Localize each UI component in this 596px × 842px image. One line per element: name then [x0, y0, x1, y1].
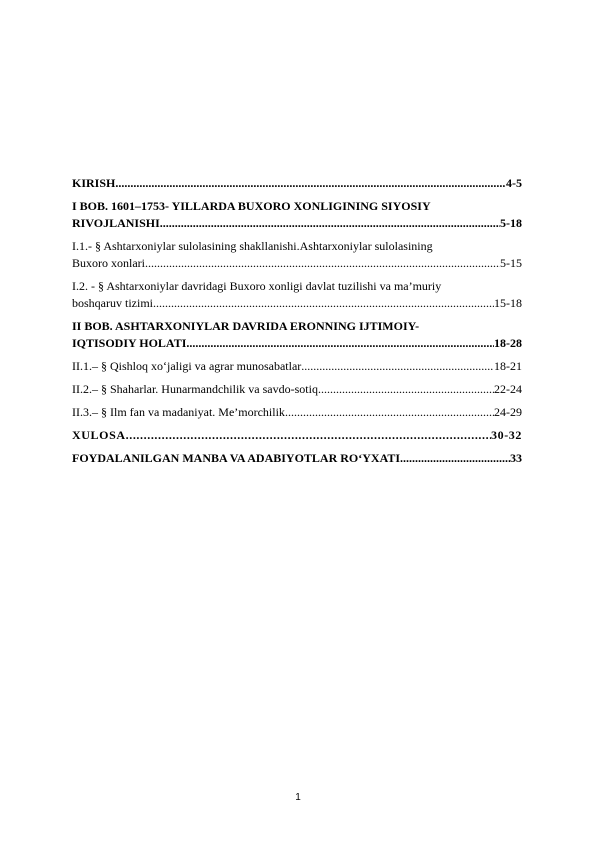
table-of-contents [72, 175, 522, 473]
toc-pages: 5-15 [500, 256, 522, 270]
toc-title: II.1.– § Qishloq xo‘jaligi va agrar munosabatlar [72, 359, 302, 373]
toc-pages: 22-24 [494, 382, 522, 396]
toc-title-cont: RIVOJLANISHI [72, 216, 160, 230]
toc-entry-section-2-3 [72, 404, 522, 421]
toc-pages: 30-32 [491, 428, 522, 442]
toc-title: II.3.– § Ilm fan va madaniyat. Me’morchilik [72, 405, 285, 419]
toc-title: FOYDALANILGAN MANBA VA ADABIYOTLAR RO‘YXATI [72, 451, 401, 465]
toc-entry-xulosa [72, 427, 522, 444]
toc-title-cont: Buxoro xonlari [72, 256, 145, 270]
leader-dots [400, 450, 510, 467]
leader-dots [318, 381, 494, 398]
toc-entry-section-1-2 [72, 278, 522, 312]
leader-dots [160, 215, 500, 232]
toc-title: II.2.– § Shaharlar. Hunarmandchilik va savdo-sotiq [72, 382, 318, 396]
toc-title: KIRISH [72, 176, 116, 190]
toc-title: I BOB. 1601–1753- YILLARDA BUXORO XONLIGINING SIYOSIY [72, 199, 431, 213]
toc-entry-foydalanilgan-adabiyotlar [72, 450, 522, 467]
toc-pages: 33 [510, 451, 522, 465]
leader-dots [153, 295, 494, 312]
toc-entry-bob-1 [72, 198, 522, 232]
toc-pages: 15-18 [494, 296, 522, 310]
leader-dots [186, 335, 494, 352]
toc-entry-section-2-2 [72, 381, 522, 398]
page-number: 1 [295, 792, 301, 803]
leader-dots [301, 358, 494, 375]
leader-dots [145, 255, 500, 272]
leader-dots [126, 427, 491, 444]
toc-pages: 18-21 [494, 359, 522, 373]
toc-title: I.2. - § Ashtarxoniylar davridagi Buxoro xonligi davlat tuzilishi va ma’muriy [72, 279, 442, 293]
toc-title: II BOB. ASHTARXONIYLAR DAVRIDA ERONNING IJTIMOIY- [72, 319, 420, 333]
toc-title: I.1.- § Ashtarxoniylar sulolasining shakllanishi.Ashtarxoniylar sulolasining [72, 239, 433, 253]
toc-pages: 24-29 [494, 405, 522, 419]
toc-pages: 4-5 [506, 176, 522, 190]
toc-entry-section-1-1 [72, 238, 522, 272]
toc-entry-kirish [72, 175, 522, 192]
toc-entry-section-2-1 [72, 358, 522, 375]
leader-dots [115, 175, 506, 192]
toc-title-cont: IQTISODIY HOLATI [72, 336, 187, 350]
toc-pages: 18-28 [494, 336, 522, 350]
toc-pages: 5-18 [500, 216, 522, 230]
toc-entry-bob-2 [72, 318, 522, 352]
leader-dots [285, 404, 494, 421]
toc-title: XULOSA [72, 428, 126, 442]
toc-title-cont: boshqaruv tizimi [72, 296, 153, 310]
